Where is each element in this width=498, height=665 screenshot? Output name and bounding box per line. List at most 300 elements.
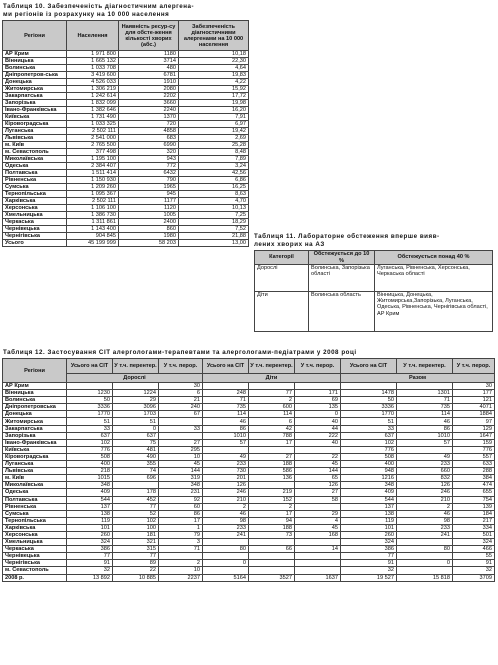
table12-value-cell	[203, 539, 249, 546]
table10-value-cell: 1 306 219	[67, 86, 119, 93]
table12-value-cell: 2	[397, 503, 453, 510]
table12-caption: Таблиця 12. Застосування СІТ алергологами-терапевтами та алергологами-педіатрами у 2008 році	[3, 349, 357, 356]
table12-value-cell: 1647	[453, 432, 495, 439]
table-row	[3, 135, 249, 142]
table12-value-cell: 32	[453, 567, 495, 574]
table-row	[3, 468, 495, 475]
table12-region-cell: Рівненська	[3, 503, 67, 510]
table10-value-cell: 1 150 930	[67, 177, 119, 184]
table12-value-cell: 27	[249, 453, 295, 460]
table12-value-cell: 40	[295, 418, 341, 425]
table-row	[3, 524, 495, 531]
table12-value-cell	[295, 503, 341, 510]
table12-subheader: Усього на СІТ	[67, 359, 113, 374]
table12-value-cell: 4	[295, 517, 341, 524]
table-row	[3, 170, 249, 177]
table12-value-cell: 5164	[203, 574, 249, 581]
table12-value-cell: 46	[397, 510, 453, 517]
table10-value-cell: 1 731 490	[67, 114, 119, 121]
table12-value-cell: 80	[397, 546, 453, 553]
table12-value-cell: 50	[341, 397, 397, 404]
table10-value-cell: 7,52	[179, 226, 249, 233]
table10-region-cell: Луганська	[3, 128, 67, 135]
table10-value-cell: 2 765 500	[67, 142, 119, 149]
table10-value-cell: 2 384 407	[67, 163, 119, 170]
table12-value-cell: 600	[249, 404, 295, 411]
table-row	[3, 517, 495, 524]
table12-value-cell: 466	[453, 546, 495, 553]
table-row	[3, 553, 495, 560]
table12-value-cell: 184	[453, 510, 495, 517]
table10-region-cell: Одеська	[3, 163, 67, 170]
table10-region-cell: Чернігівська	[3, 233, 67, 240]
table10-value-cell: 1 242 614	[67, 93, 119, 100]
table11-cell: Дорослі	[255, 265, 309, 292]
table12-value-cell: 168	[295, 531, 341, 538]
table-row	[3, 560, 495, 567]
table-row	[3, 425, 495, 432]
table12-value-cell: 57	[397, 439, 453, 446]
table10-value-cell: 3714	[119, 58, 179, 65]
table11-header-cell: Обстежується понад 40 %	[375, 251, 493, 265]
table12-value-cell: 948	[341, 468, 397, 475]
table12-value-cell: 14	[295, 546, 341, 553]
table12-value-cell: 355	[113, 461, 159, 468]
table12-region-cell: Тернопільська	[3, 517, 67, 524]
table10-region-cell: Вінницька	[3, 58, 67, 65]
table12-value-cell: 138	[341, 510, 397, 517]
table10	[2, 20, 249, 247]
table10-value-cell: 1180	[119, 51, 179, 58]
table10-value-cell: 2240	[119, 107, 179, 114]
table12-value-cell: 91	[453, 560, 495, 567]
table12-value-cell	[295, 446, 341, 453]
table10-region-cell: Тернопільська	[3, 191, 67, 198]
table12-value-cell: 126	[397, 482, 453, 489]
table12-value-cell	[397, 383, 453, 390]
table12-value-cell: 696	[113, 475, 159, 482]
table12-value-cell: 22	[295, 453, 341, 460]
table10-value-cell: 943	[119, 156, 179, 163]
table12-value-cell: 1224	[113, 390, 159, 397]
table12-subheader: Усього на СІТ	[341, 359, 397, 374]
table12-value-cell	[113, 383, 159, 390]
table12-value-cell: 50	[67, 397, 113, 404]
table10-region-cell: Херсонська	[3, 205, 67, 212]
table12-value-cell: 409	[67, 489, 113, 496]
table12-value-cell: 17	[249, 439, 295, 446]
table10-value-cell: 4,22	[179, 79, 249, 86]
table12-value-cell: 21	[159, 397, 203, 404]
table-row	[3, 142, 249, 149]
table10-value-cell: 10,18	[179, 51, 249, 58]
table12-value-cell: 0	[397, 560, 453, 567]
table12-value-cell: 98	[203, 517, 249, 524]
table12-value-cell: 17	[159, 517, 203, 524]
table10-region-cell: м. Київ	[3, 142, 67, 149]
table-row	[3, 510, 495, 517]
table10-region-cell: Волинська	[3, 65, 67, 72]
table12-value-cell: 58	[295, 496, 341, 503]
table-row	[3, 390, 495, 397]
table12-value-cell: 152	[249, 496, 295, 503]
table12-value-cell	[397, 446, 453, 453]
table12-value-cell: 754	[453, 496, 495, 503]
table12-subheader: У т.ч. перор.	[159, 359, 203, 374]
table12-value-cell: 46	[397, 418, 453, 425]
table12-value-cell: 114	[249, 411, 295, 418]
table12-value-cell: 0	[203, 560, 249, 567]
table12-value-cell	[249, 560, 295, 567]
table-row	[3, 482, 495, 489]
table10-value-cell: 1 386 730	[67, 212, 119, 219]
table12-value-cell: 86	[203, 425, 249, 432]
table12-value-cell: 788	[249, 432, 295, 439]
table12-value-cell: 246	[203, 489, 249, 496]
table12-value-cell: 10 885	[113, 574, 159, 581]
table12-value-cell	[203, 567, 249, 574]
table12-value-cell	[397, 553, 453, 560]
table-row	[3, 461, 495, 468]
table12-value-cell: 51	[113, 418, 159, 425]
table12-value-cell: 178	[113, 489, 159, 496]
table12-region-cell: Київська	[3, 446, 67, 453]
table-row	[3, 184, 249, 191]
table10-value-cell: 8,63	[179, 191, 249, 198]
table10-region-cell: Запорізька	[3, 100, 67, 107]
table10-region-cell: Сумська	[3, 184, 67, 191]
table10-value-cell: 17,72	[179, 93, 249, 100]
table12-value-cell: 45	[295, 461, 341, 468]
table12-value-cell: 776	[341, 446, 397, 453]
table12-region-cell: Полтавська	[3, 496, 67, 503]
table10-value-cell: 480	[119, 65, 179, 72]
table12-value-cell: 51	[341, 418, 397, 425]
table11-cell: Вінницька, Донецька, Житомирська,Запорізька, Луганська, Одеська, Рівненська, Чернігівська області, АР Крим	[375, 292, 493, 332]
table12-value-cell: 46	[203, 510, 249, 517]
table12-value-cell: 1010	[203, 432, 249, 439]
table12-value-cell	[295, 553, 341, 560]
table12-value-cell: 67	[159, 411, 203, 418]
table12-value-cell: 13 892	[67, 574, 113, 581]
table12-value-cell: 114	[397, 411, 453, 418]
table10-value-cell: 3 419 600	[67, 72, 119, 79]
table12-value-cell: 144	[295, 468, 341, 475]
table10-value-cell: 19,98	[179, 100, 249, 107]
table12-value-cell	[203, 446, 249, 453]
table12-region-cell: Одеська	[3, 489, 67, 496]
table12-region-cell: Херсонська	[3, 531, 67, 538]
table12-value-cell: 126	[295, 482, 341, 489]
table10-value-cell: 3,24	[179, 163, 249, 170]
table12-value-cell: 219	[249, 489, 295, 496]
table-row	[3, 383, 495, 390]
table10-value-cell: 10,13	[179, 205, 249, 212]
table12-value-cell: 92	[159, 496, 203, 503]
table12-region-cell: Львівська	[3, 468, 67, 475]
table-row	[3, 418, 495, 425]
table12-value-cell: 386	[341, 546, 397, 553]
table11-caption-line1: Таблиця 11. Лабораторне обстеження вперше вияв-	[254, 233, 440, 240]
table12-value-cell: 57	[203, 439, 249, 446]
table12-value-cell: 210	[397, 496, 453, 503]
table-row	[3, 191, 249, 198]
table12-value-cell: 29	[295, 510, 341, 517]
table10-region-cell: Івано-Франківська	[3, 107, 67, 114]
table-row	[3, 58, 249, 65]
table10-caption-line1: Таблиця 10. Забезпеченість діагностичним алергена-	[3, 3, 195, 10]
table12-value-cell: 248	[203, 390, 249, 397]
table12-value-cell: 319	[159, 475, 203, 482]
table-row	[3, 539, 495, 546]
table10-region-cell: Житомирська	[3, 86, 67, 93]
table12-value-cell: 137	[341, 503, 397, 510]
table10-region-cell: Хмельницька	[3, 212, 67, 219]
table12-value-cell: 2	[249, 503, 295, 510]
table12-value-cell: 171	[295, 390, 341, 397]
table12-value-cell: 481	[113, 446, 159, 453]
table12-value-cell: 71	[203, 397, 249, 404]
table-row	[3, 65, 249, 72]
table10-value-cell: 16,25	[179, 184, 249, 191]
table12-value-cell: 1770	[67, 411, 113, 418]
table12	[2, 358, 495, 582]
table12-value-cell: 334	[453, 524, 495, 531]
table12-value-cell: 1015	[67, 475, 113, 482]
table11-header	[255, 251, 493, 265]
table12-value-cell: 137	[67, 503, 113, 510]
table12-region-cell: Харківська	[3, 524, 67, 531]
table12-value-cell: 101	[341, 524, 397, 531]
table12-value-cell: 1478	[341, 390, 397, 397]
table12-value-cell	[295, 560, 341, 567]
table12-value-cell: 114	[203, 411, 249, 418]
table12-value-cell: 188	[249, 524, 295, 531]
table12-value-cell: 51	[67, 418, 113, 425]
table12-value-cell: 321	[113, 539, 159, 546]
table12-region-cell: АР Крим	[3, 383, 67, 390]
table10-header-cell: Населення	[67, 21, 119, 51]
table12-value-cell: 4071	[453, 404, 495, 411]
table12-value-cell: 139	[453, 503, 495, 510]
table10-value-cell: 1 511 414	[67, 170, 119, 177]
table10-value-cell: 6,86	[179, 177, 249, 184]
table12-value-cell: 735	[203, 404, 249, 411]
table10-region-cell: Кіровоградська	[3, 121, 67, 128]
table10-value-cell: 6,97	[179, 121, 249, 128]
table10-value-cell: 21,88	[179, 233, 249, 240]
table-row	[3, 503, 495, 510]
table12-value-cell: 119	[67, 517, 113, 524]
table12-value-cell: 315	[113, 546, 159, 553]
table12-value-cell	[203, 553, 249, 560]
table10-value-cell: 1 971 800	[67, 51, 119, 58]
table10-value-cell: 7,91	[179, 114, 249, 121]
table12-value-cell: 102	[67, 439, 113, 446]
table10-value-cell: 15,92	[179, 86, 249, 93]
table10-value-cell: 1177	[119, 198, 179, 205]
table12-value-cell: 15 818	[397, 574, 453, 581]
table10-value-cell: 42,56	[179, 170, 249, 177]
table12-value-cell: 71	[159, 546, 203, 553]
table-row	[3, 198, 249, 205]
table12-value-cell: 1	[159, 524, 203, 531]
table10-value-cell: 1005	[119, 212, 179, 219]
table10-value-cell: 25,28	[179, 142, 249, 149]
table-row	[3, 397, 495, 404]
table11-cell: Луганська, Рівненська, Херсонська, Черкаська області	[375, 265, 493, 292]
table12-value-cell: 126	[203, 482, 249, 489]
table12-value-cell: 508	[341, 453, 397, 460]
table12-region-cell: Кіровоградська	[3, 453, 67, 460]
table10-value-cell: 2400	[119, 219, 179, 226]
table12-value-cell: 452	[113, 496, 159, 503]
table12-value-cell: 10	[159, 567, 203, 574]
table11-cell: Волинська область	[309, 292, 375, 332]
table10-value-cell: 4 526 033	[67, 79, 119, 86]
table12-value-cell: 19 527	[341, 574, 397, 581]
table12-region-cell: Черкаська	[3, 546, 67, 553]
table10-value-cell: 1 665 132	[67, 58, 119, 65]
table12-value-cell	[159, 553, 203, 560]
table12-value-cell: 29	[113, 397, 159, 404]
table12-value-cell: 42	[249, 425, 295, 432]
table10-header	[3, 21, 249, 51]
table12-group-children: Діти	[203, 374, 341, 383]
table12-value-cell: 17	[249, 510, 295, 517]
table12-region-cell: Сумська	[3, 510, 67, 517]
table12-value-cell: 233	[397, 524, 453, 531]
table12-value-cell: 400	[341, 461, 397, 468]
table-row	[3, 567, 495, 574]
table10-value-cell: 320	[119, 149, 179, 156]
table12-value-cell: 40	[295, 439, 341, 446]
table12-value-cell: 32	[341, 567, 397, 574]
table11-header-cell: Обстежується до 10 %	[309, 251, 375, 265]
table12-region-cell: Дніпропетровська	[3, 404, 67, 411]
table12-value-cell: 181	[113, 531, 159, 538]
table10-value-cell: 1120	[119, 205, 179, 212]
table10-value-cell: 7,25	[179, 212, 249, 219]
table12-value-cell: 1216	[341, 475, 397, 482]
table10-value-cell: 772	[119, 163, 179, 170]
table-row	[3, 574, 495, 581]
table12-value-cell: 508	[67, 453, 113, 460]
table12-subheader: У т.ч. перор.	[295, 359, 341, 374]
table12-value-cell: 91	[67, 560, 113, 567]
table12-value-cell: 0	[113, 425, 159, 432]
table12-value-cell: 260	[67, 531, 113, 538]
table12-value-cell: 27	[159, 439, 203, 446]
table12-value-cell: 3	[159, 539, 203, 546]
table12-value-cell	[397, 539, 453, 546]
table12-value-cell: 1637	[295, 574, 341, 581]
table12-value-cell: 474	[453, 482, 495, 489]
table10-value-cell: 4858	[119, 128, 179, 135]
table12-value-cell: 159	[453, 439, 495, 446]
table12-value-cell: 1884	[453, 411, 495, 418]
table10-value-cell: 790	[119, 177, 179, 184]
table12-value-cell: 233	[397, 461, 453, 468]
table-row	[3, 439, 495, 446]
table12-value-cell: 2	[159, 560, 203, 567]
table10-region-cell: м. Севастополь	[3, 149, 67, 156]
table10-region-cell: Рівненська	[3, 177, 67, 184]
table12-value-cell: 102	[341, 439, 397, 446]
table12-value-cell	[159, 432, 203, 439]
table-row	[3, 100, 249, 107]
table11-body	[255, 265, 493, 332]
table-row	[3, 107, 249, 114]
table12-value-cell: 77	[249, 390, 295, 397]
table12-value-cell: 77	[113, 503, 159, 510]
table12-value-cell: 1703	[113, 411, 159, 418]
table12-value-cell: 222	[295, 432, 341, 439]
table10-value-cell: 904 845	[67, 233, 119, 240]
table12-value-cell: 10	[159, 453, 203, 460]
table12-value-cell: 0	[295, 411, 341, 418]
table-row	[3, 177, 249, 184]
table10-value-cell: 6990	[119, 142, 179, 149]
table10-region-cell: Дніпропетров-ська	[3, 72, 67, 79]
table10-region-cell: Чернівецька	[3, 226, 67, 233]
table12-value-cell: 776	[453, 446, 495, 453]
table12-value-cell: 135	[295, 404, 341, 411]
table12-value-cell: 217	[453, 517, 495, 524]
table-row	[3, 121, 249, 128]
table12-value-cell	[249, 383, 295, 390]
table12-value-cell: 324	[67, 539, 113, 546]
table10-value-cell: 2 502 111	[67, 198, 119, 205]
table12-value-cell: 218	[67, 468, 113, 475]
table12-value-cell: 86	[397, 425, 453, 432]
table10-value-cell: 1 033 325	[67, 121, 119, 128]
table12-value-cell: 74	[113, 468, 159, 475]
table-row	[3, 219, 249, 226]
table12-value-cell: 233	[203, 461, 249, 468]
table12-value-cell: 348	[341, 482, 397, 489]
table12-value-cell: 73	[249, 531, 295, 538]
table12-value-cell	[203, 383, 249, 390]
table10-value-cell: 1 195 100	[67, 156, 119, 163]
table12-value-cell: 637	[67, 432, 113, 439]
table-row	[3, 531, 495, 538]
table10-value-cell: 4,64	[179, 65, 249, 72]
table12-value-cell: 3527	[249, 574, 295, 581]
table12-value-cell: 75	[113, 439, 159, 446]
table12-value-cell	[113, 482, 159, 489]
table10-value-cell: 1 095 367	[67, 191, 119, 198]
table12-value-cell	[295, 383, 341, 390]
table12-value-cell: 730	[203, 468, 249, 475]
table10-value-cell: 6432	[119, 170, 179, 177]
table10-header-cell: Забезпеченість діагностичними алергенами на 10 000 населення	[179, 21, 249, 51]
table10-value-cell: 6781	[119, 72, 179, 79]
table10-value-cell: 1 832 099	[67, 100, 119, 107]
table12-value-cell	[67, 383, 113, 390]
table12-subheader: У т.ч. перентер.	[113, 359, 159, 374]
table12-value-cell: 490	[113, 453, 159, 460]
table12-region-cell: Волинська	[3, 397, 67, 404]
table12-value-cell: 188	[249, 461, 295, 468]
table12-group-adults: Дорослі	[67, 374, 203, 383]
table12-value-cell: 1770	[341, 411, 397, 418]
table-row	[255, 265, 493, 292]
table12-value-cell: 129	[453, 425, 495, 432]
table10-value-cell: 377 498	[67, 149, 119, 156]
table10-value-cell: 1 106 100	[67, 205, 119, 212]
table10-value-cell: 8,48	[179, 149, 249, 156]
